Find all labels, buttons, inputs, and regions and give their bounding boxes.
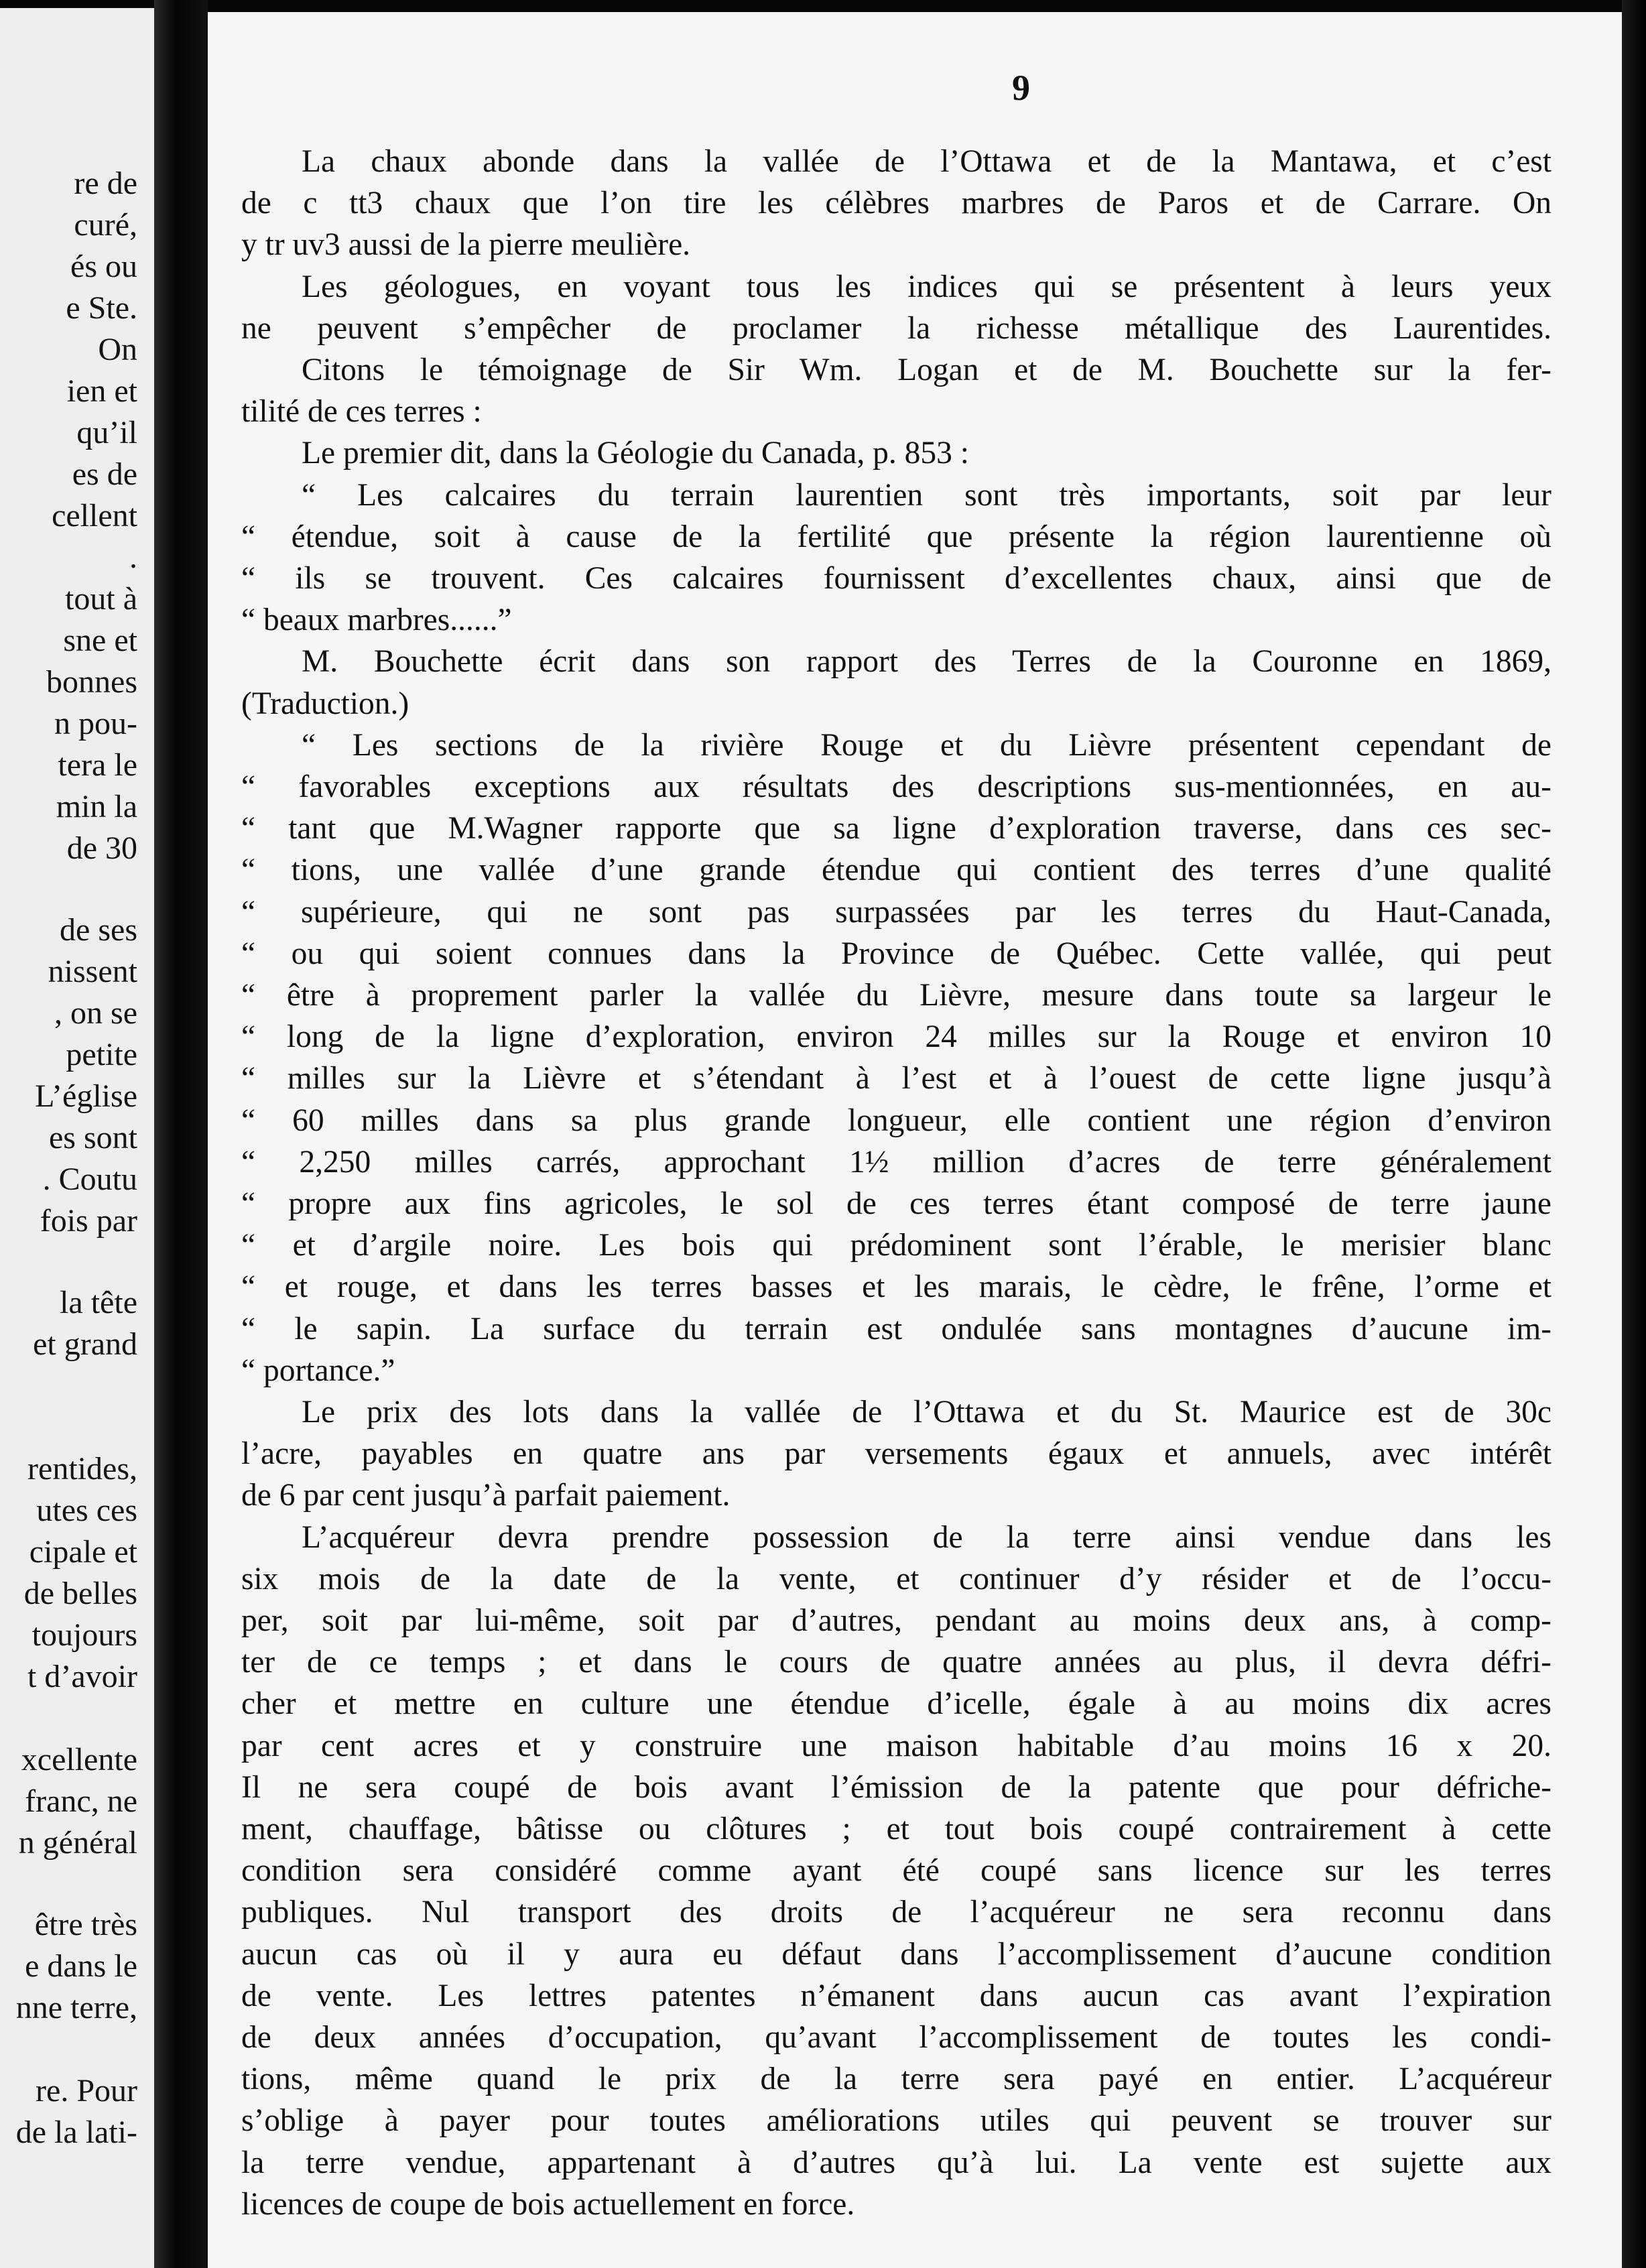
left-page-line: es de [72,456,137,492]
text-line: de c tt3 chaux que l’on tire les célèbres marbres de Paros et de Carrare. On [241,186,1552,221]
text-line: six mois de la date de la vente, et continuer d’y résider et de l’occu- [241,1561,1552,1596]
text-line: “ portance.” [241,1352,395,1388]
text-line: cher et mettre en culture une étendue d’icelle, égale à au moins dix acres [241,1686,1552,1722]
text-line: aucun cas où il y aura eu défaut dans l’accomplissement d’aucune condition [241,1936,1552,1972]
text-line: (Traduction.) [241,686,409,721]
left-page-line: être très [34,1907,137,1942]
text-line: Le prix des lots dans la vallée de l’Ottawa et du St. Maurice est de 30c [302,1395,1552,1430]
left-page-line: utes ces [36,1493,137,1528]
text-line: ment, chauffage, bâtisse ou clôtures ; et tout bois coupé contrairement à cette [241,1812,1552,1846]
text-line: “ long de la ligne d’exploration, environ 24 milles sur la Rouge et environ 10 [241,1019,1552,1055]
left-page-line: xcellente [21,1742,137,1777]
text-line: de 6 par cent jusqu’à parfait paiement. [241,1478,731,1513]
left-page-line: tera le [58,747,137,783]
text-line: “ 2,250 milles carrés, approchant 1½ million d’acres de terre généralement [241,1144,1552,1180]
left-page-line: bonnes [46,664,137,700]
left-page-line: qu’il [76,415,137,450]
text-line: “ Les sections de la rivière Rouge et du Lièvre présentent cependant de [302,727,1552,763]
text-line: “ étendue, soit à cause de la fertilité que présente la région laurentienne où [241,519,1552,554]
left-page-line: fois par [40,1203,137,1239]
text-line: Il ne sera coupé de bois avant l’émission de la patente que pour défriche- [241,1769,1552,1805]
right-edge [1622,0,1646,2268]
text-line: tions, même quand le prix de la terre sera payé en entier. L’acquéreur [241,2062,1552,2097]
left-page-line: franc, ne [25,1783,137,1819]
text-line: “ Les calcaires du terrain laurentien sont très importants, soit par leur [302,477,1552,513]
left-page-line: L’église [35,1078,137,1114]
left-page-line: la tête [60,1285,137,1320]
left-page-line: re. Pour [36,2073,137,2108]
text-line: licences de coupe de bois actuellement en force. [241,2186,855,2222]
text-line: “ être à proprement parler la vallée du Lièvre, mesure dans toute sa largeur le [241,978,1552,1013]
left-page-line: et grand [33,1326,137,1362]
text-line: “ 60 milles dans sa plus grande longueur, elle contient une région d’environ [241,1102,1552,1138]
left-page-line: On [98,332,137,367]
left-page-line: e dans le [25,1948,137,1984]
left-page-fragment [0,8,154,2268]
left-page-line: sne et [63,623,137,658]
left-page-line: curé, [74,207,137,243]
text-line: de deux années d’occupation, qu’avant l’accomplissement de toutes les condi- [241,2020,1552,2055]
text-line: par cent acres et y construire une maison habitable d’au moins 16 x 20. [241,1728,1552,1763]
left-page-line: , on se [54,995,137,1031]
text-line: “ supérieure, qui ne sont pas surpassées par les terres du Haut-Canada, [241,894,1552,930]
text-line: “ propre aux fins agricoles, le sol de ces terres étant composé de terre jaune [241,1186,1552,1221]
text-line: Citons le témoignage de Sir Wm. Logan et de M. Bouchette sur la fer- [302,353,1552,387]
text-line: L’acquéreur devra prendre possession de la terre ainsi vendue dans les [302,1519,1552,1555]
left-page-line: de belles [23,1576,137,1611]
text-line: “ ils se trouvent. Ces calcaires fournissent d’excellentes chaux, ainsi que de [241,561,1552,596]
text-line: l’acre, payables en quatre ans par versements égaux et annuels, avec intérêt [241,1436,1552,1472]
text-line: M. Bouchette écrit dans son rapport des Terres de la Couronne en 1869, [302,644,1552,680]
left-page-line: min la [56,789,137,824]
text-line: de vente. Les lettres patentes n’émanent dans aucun cas avant l’expiration [241,1978,1552,2013]
book-gutter [154,0,208,2268]
text-line: condition sera considéré comme ayant été coupé sans licence sur les terres [241,1853,1552,1889]
left-page-line: . [129,540,137,575]
left-page-line: re de [74,166,137,201]
left-page-line: . Coutu [42,1161,137,1197]
left-page-line: cipale et [29,1534,137,1570]
text-line: “ milles sur la Lièvre et s’étendant à l’est et à l’ouest de cette ligne jusqu’à [241,1061,1552,1096]
left-page-line: nissent [48,954,137,989]
text-line: “ tant que M.Wagner rapporte que sa ligne d’exploration traverse, dans ces sec- [241,811,1552,846]
text-line: la terre vendue, appartenant à d’autres qu’à lui. La vente est sujette aux [241,2145,1552,2180]
text-line: “ et d’argile noire. Les bois qui prédominent sont l’érable, le merisier blanc [241,1228,1552,1263]
text-line: per, soit par lui-même, soit par d’autres, pendant au moins deux ans, à comp- [241,1603,1552,1638]
left-page-line: tout à [65,581,137,617]
left-page-line: de ses [60,912,137,948]
left-page-line: n pou- [54,706,137,741]
left-page-line: es sont [49,1120,137,1155]
left-page-line: e Ste. [66,290,137,326]
text-line: Les géologues, en voyant tous les indices qui se présentent à leurs yeux [302,269,1552,304]
text-line: tilité de ces terres : [241,394,482,430]
page [208,12,1622,2268]
left-page-line: nne terre, [15,1990,137,2025]
text-line: “ tions, une vallée d’une grande étendue qui contient des terres d’une qualité [241,853,1552,888]
left-page-line: ien et [66,373,137,409]
text-line: ter de ce temps ; et dans le cours de quatre années au plus, il devra défri- [241,1645,1552,1680]
text-line: “ beaux marbres......” [241,603,512,638]
text-line: s’oblige à payer pour toutes améliorations utiles qui peuvent se trouver sur [241,2103,1552,2139]
left-page-line: t d’avoir [27,1659,137,1694]
text-line: y tr uv3 aussi de la pierre meulière. [241,227,691,263]
left-page-line: de la lati- [15,2115,137,2150]
left-page-line: de 30 [66,830,137,866]
text-line: ne peuvent s’empêcher de proclamer la richesse métallique des Laurentides. [241,310,1552,346]
left-page-line: rentides, [27,1451,137,1487]
left-page-line: petite [66,1037,137,1072]
left-page-line: n général [18,1825,137,1861]
text-line: “ le sapin. La surface du terrain est ondulée sans montagnes d’aucune im- [241,1311,1552,1346]
text-line: Le premier dit, dans la Géologie du Canada, p. 853 : [302,436,969,471]
page-number: 9 [1012,68,1030,108]
text-line: “ ou qui soient connues dans la Province de Québec. Cette vallée, qui peut [241,936,1552,971]
left-page-line: és ou [70,249,137,284]
text-line: “ favorables exceptions aux résultats des descriptions sus-mentionnées, en au- [241,769,1552,804]
text-line: “ et rouge, et dans les terres basses et les marais, le cèdre, le frêne, l’orme et [241,1269,1552,1305]
left-page-line: toujours [31,1617,137,1653]
text-line: publiques. Nul transport des droits de l’acquéreur ne sera reconnu dans [241,1895,1552,1930]
left-page-line: cellent [52,498,137,533]
text-line: La chaux abonde dans la vallée de l’Ottawa et de la Mantawa, et c’est [302,144,1552,179]
